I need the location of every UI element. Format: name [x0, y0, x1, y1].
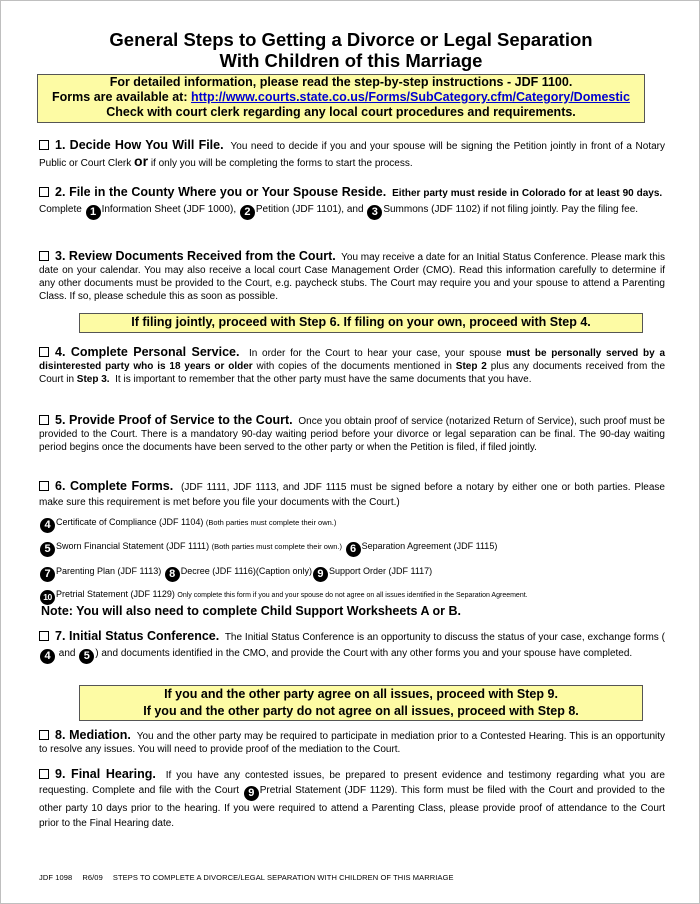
step-1-heading: 1. Decide How You Will File.: [55, 138, 224, 152]
step-9-text-a: If you have any contested issues, be prepared to present evidence and testimony regarding what you are requesting. Complete and file with the Court: [39, 770, 665, 796]
step-2-form-3: Summons (JDF 1102) if not filing jointly. Pay the filing fee.: [383, 204, 639, 215]
step-2-form-1: Information Sheet (JDF 1000),: [101, 204, 237, 215]
step-7-form-5-icon: 5: [79, 649, 94, 664]
step-4-step3-ref: Step 3.: [76, 374, 110, 385]
step-2: [39, 184, 665, 220]
step-7-checkbox[interactable]: [39, 631, 49, 641]
form-line-10: [39, 587, 528, 605]
step-7-text-a: The Initial Status Conference is an opportunity to discuss the status of your case, exchange forms (: [224, 632, 665, 643]
form-8-label: Decree (JDF 1116)(Caption only): [180, 566, 312, 576]
step-7-form-4-icon: 4: [40, 649, 55, 664]
step-4-checkbox[interactable]: [39, 347, 49, 357]
step-4-text-b: with copies of the documents mentioned in: [256, 361, 452, 372]
page-footer: [39, 873, 464, 882]
child-support-note: Note: You will also need to complete Child Support Worksheets A or B.: [41, 604, 461, 618]
step-2-heading: 2. File in the County Where you or Your Spouse Reside.: [55, 185, 387, 199]
step-4: [39, 346, 665, 386]
info-forms-label: Forms are available at:: [52, 90, 191, 104]
step-2-complete: Complete: [39, 204, 82, 215]
form-line-7-8-9: [39, 564, 432, 582]
form-10-note: Only complete this form if you and your spouse do not agree on all issues identified in the Separation Agreement.: [177, 592, 528, 599]
footer-form-id: JDF 1098: [39, 873, 73, 882]
form-9-label: Support Order (JDF 1117): [328, 566, 433, 576]
step-3-heading: 3. Review Documents Received from the Court.: [55, 249, 336, 263]
step-4-text-c: plus any documents received from the Court in: [39, 361, 666, 385]
info-line-3: Check with court clerk regarding any local court procedures and requirements.: [106, 105, 576, 119]
step-3-text: You may receive a date for an Initial Status Conference. Please mark this date on your calendar. You may also receive a local court Case Management Order (CMO). Read this information carefully to determine if any other documents must be provided to the Court, e.g. paycheck stubs. The Court may require you and your spouse to attend a Parenting Class. If so, please schedule this as soon as possible.: [39, 252, 665, 302]
step-7: [39, 628, 665, 664]
forms-url-link[interactable]: http://www.courts.state.co.us/Forms/SubCategory.cfm/Category/Domestic: [190, 90, 630, 104]
callout-disagree-line: If you and the other party do not agree on all issues, proceed with Step 8.: [143, 704, 579, 718]
step-6-text: (JDF 1111, JDF 1113, and JDF 1115 must be signed before a notary by either one or both parties. Please make sure this requirement is met before you file your documents with the Court.): [39, 482, 665, 508]
page-title: [1, 29, 700, 71]
step-8-text: You and the other party may be required to participate in mediation prior to a Contested Hearing. This is an opportunity to resolve any issues. You will need to provide proof of the mediation to the Court.: [39, 731, 666, 755]
step-9-checkbox[interactable]: [39, 769, 49, 779]
form-7-label: Parenting Plan (JDF 1113): [56, 566, 162, 576]
step-7-heading: 7. Initial Status Conference.: [55, 629, 220, 643]
step-4-heading: 4. Complete Personal Service.: [55, 345, 240, 359]
form-number-4-icon: 4: [40, 518, 55, 533]
step-1-or: or: [134, 153, 149, 169]
step-4-text-d: It is important to remember that the other party must have the same documents that you have.: [115, 374, 532, 385]
step-2-checkbox[interactable]: [39, 187, 49, 197]
step-8: [39, 729, 665, 756]
footer-revision: R6/09: [82, 873, 103, 882]
step-1-checkbox[interactable]: [39, 140, 49, 150]
step-4-step2-ref: Step 2: [455, 361, 487, 372]
step-8-checkbox[interactable]: [39, 730, 49, 740]
form-number-6-icon: 6: [346, 542, 361, 557]
step-9-text-b: Pretrial Statement (JDF 1129). This form must be filed with the Court and provided to the other party 10 days prior to the hearing. If you were required to attend a Parenting Class, please provide proof of attendance to the Court prior to the Final Hearing date.: [39, 785, 665, 829]
form-number-10-icon: 10: [40, 590, 55, 605]
step-9-heading: 9. Final Hearing.: [55, 767, 156, 781]
step-3: [39, 250, 665, 303]
step-1-text-b: if only you will be completing the forms to start the process.: [150, 158, 413, 169]
callout-filing-choice: If filing jointly, proceed with Step 6. If filing on your own, proceed with Step 4.: [79, 313, 643, 333]
callout-agree-line: If you and the other party agree on all issues, proceed with Step 9.: [164, 687, 558, 701]
form-line-5-6: [39, 539, 497, 557]
form-number-9-icon: 9: [313, 567, 328, 582]
step-8-heading: 8. Mediation.: [55, 728, 131, 742]
step-6: [39, 479, 665, 510]
step-3-checkbox[interactable]: [39, 251, 49, 261]
step-7-and: and: [58, 648, 76, 659]
form-number-7-icon: 7: [40, 567, 55, 582]
step-4-text-a: In order for the Court to hear your case, your spouse: [248, 348, 502, 359]
footer-title: STEPS TO COMPLETE A DIVORCE/LEGAL SEPARATION WITH CHILDREN OF THIS MARRIAGE: [112, 873, 454, 882]
form-10-label: Pretrial Statement (JDF 1129): [56, 589, 175, 599]
step-6-checkbox[interactable]: [39, 481, 49, 491]
info-line-1: For detailed information, please read the step-by-step instructions - JDF 1100.: [109, 75, 573, 89]
form-number-1-icon: 1: [86, 205, 101, 220]
step-5-checkbox[interactable]: [39, 415, 49, 425]
title-line-1: General Steps to Getting a Divorce or Legal Separation: [109, 29, 593, 50]
info-box: [37, 74, 645, 123]
form-number-5-icon: 5: [40, 542, 55, 557]
step-1-text-a: You need to decide if you and your spouse will be signing the Petition jointly in front of a Notary Public or Court Clerk: [39, 141, 665, 169]
form-number-8-icon: 8: [165, 567, 180, 582]
step-9-form-9-icon: 9: [244, 786, 259, 801]
form-5-note: (Both parties must complete their own.): [211, 542, 343, 551]
step-5-heading: 5. Provide Proof of Service to the Court.: [55, 413, 293, 427]
callout-agreement: [79, 685, 643, 721]
step-5: [39, 414, 665, 454]
step-5-text: Once you obtain proof of service (notarized Return of Service), such proof must be provided to the Court. There is a mandatory 90-day waiting period before your divorce or legal separation can be final. The 90-day waiting period begins once the documents have been served to the other party or when the Petition is filed, if filed jointly.: [39, 416, 665, 453]
step-4-service-rule: must be personally served by a disinterested party who is 18 years or older: [39, 348, 666, 372]
form-4-note: (Both parties must complete their own.): [205, 518, 337, 527]
step-7-text-b: ) and documents identified in the CMO, and provide the Court with any other forms you and your spouse have completed.: [95, 648, 633, 659]
step-6-heading: 6. Complete Forms.: [55, 479, 174, 493]
step-2-form-2: Petition (JDF 1101), and: [255, 204, 364, 215]
form-4-label: Certificate of Compliance (JDF 1104): [56, 517, 204, 527]
step-2-residency: Either party must reside in Colorado for at least 90 days.: [392, 188, 663, 199]
step-1: [39, 138, 665, 171]
form-6-label: Separation Agreement (JDF 1115): [361, 541, 498, 551]
form-5-label: Sworn Financial Statement (JDF 1111): [56, 541, 210, 551]
form-number-3-icon: 3: [367, 205, 382, 220]
title-line-2: With Children of this Marriage: [219, 50, 483, 71]
step-9: [39, 767, 665, 831]
form-number-2-icon: 2: [240, 205, 255, 220]
form-line-4: [39, 515, 336, 533]
info-line-2: [38, 90, 644, 105]
